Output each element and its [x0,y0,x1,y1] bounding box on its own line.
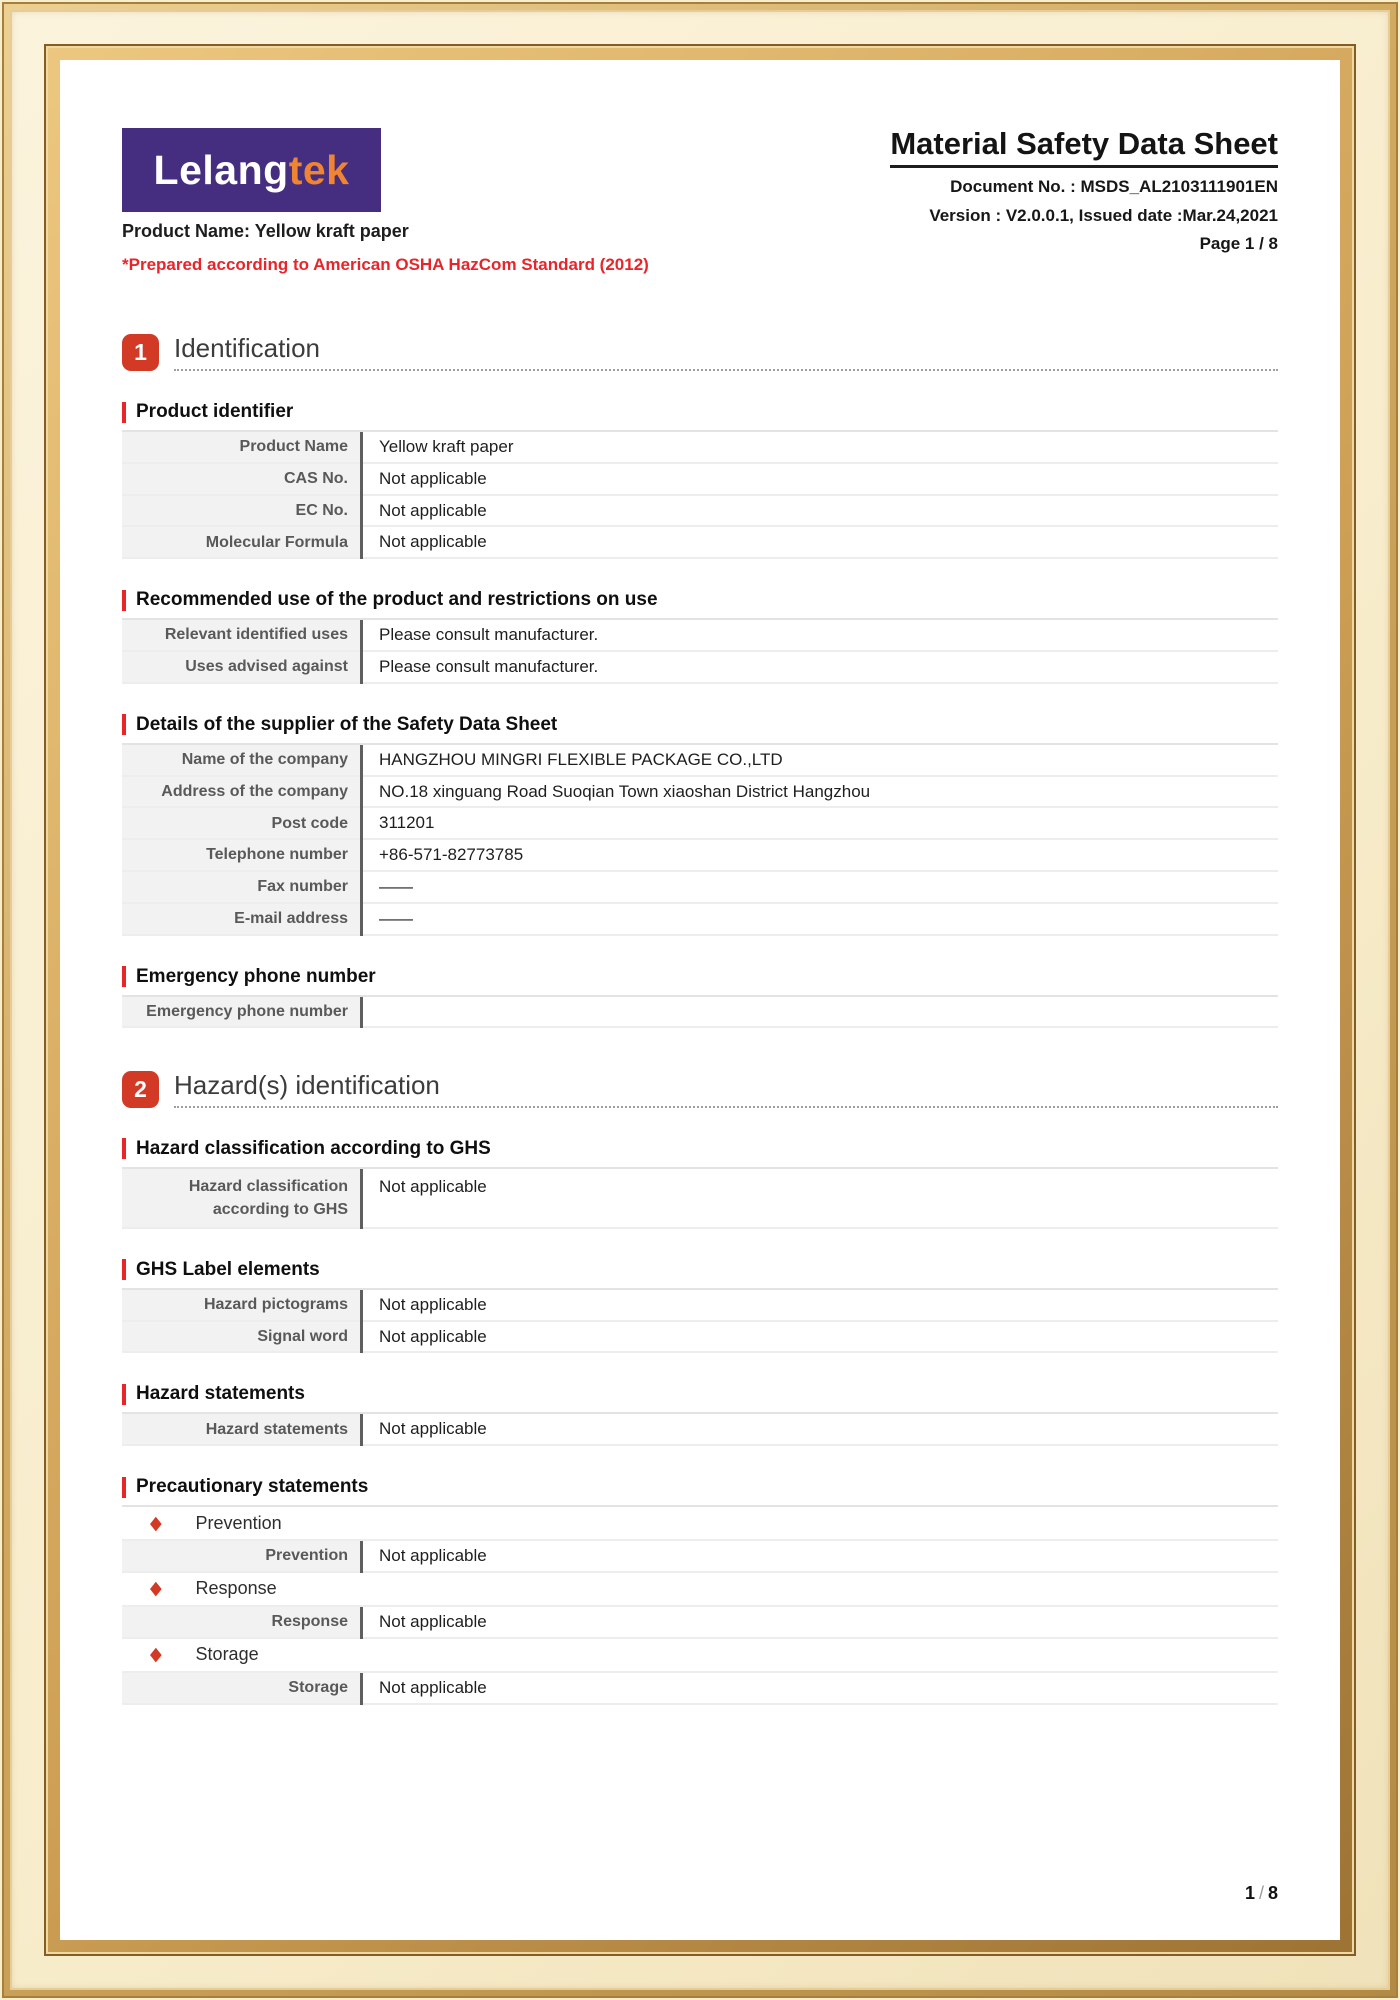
table-row [122,808,1278,840]
data-table [122,1414,1278,1446]
data-table [122,432,1278,559]
table-row [122,777,1278,809]
row-value: Please consult manufacturer. [379,656,599,676]
row-label: Hazard pictograms [122,1290,360,1320]
page-separator: / [1258,1883,1264,1903]
row-value: Not applicable [379,1546,487,1566]
table-row [122,652,1278,684]
row-value: Not applicable [379,1176,487,1196]
logo-text-secondary: tek [288,146,350,193]
row-value: Not applicable [379,1419,487,1439]
bullet-label: Prevention [195,1512,282,1533]
row-value: Please consult manufacturer. [379,625,599,645]
row-label: CAS No. [122,464,360,494]
table-row [122,1541,1278,1573]
row-label: Post code [122,808,360,838]
row-value: Yellow kraft paper [379,437,514,456]
prepared-note: *Prepared according to American OSHA HazCom Standard (2012) [122,255,649,274]
table-row [122,1322,1278,1354]
table-row [122,464,1278,496]
red-bar-icon [122,1259,126,1280]
subsection-title: Emergency phone number [136,965,376,987]
row-label: EC No. [122,496,360,526]
section-number-badge: 1 [122,334,159,371]
table-row [122,496,1278,528]
section-identification [122,333,1278,1028]
subsection-precautionary-statements [122,1476,1278,1704]
row-value: HANGZHOU MINGRI FLEXIBLE PACKAGE CO.,LTD [379,749,783,769]
bullet-row-prevention [122,1507,1278,1541]
row-label: Telephone number [122,840,360,870]
data-table [122,1607,1278,1639]
row-value: Not applicable [379,1677,487,1697]
row-value: 311201 [379,813,435,833]
msds-page [60,60,1340,1940]
bullet-label: Response [195,1578,277,1599]
row-label: Molecular Formula [122,527,360,557]
subsection-title: Product identifier [136,401,294,422]
subsection-header [122,1138,1278,1169]
subsection-header [122,714,1278,745]
subsection-hazard-statements [122,1383,1278,1446]
table-row [122,1169,1278,1229]
red-bar-icon [122,1477,126,1498]
row-value [360,997,1278,1026]
section-number-badge: 2 [122,1071,159,1108]
subsection-title: Details of the supplier of the Safety Data Sheet [136,713,558,735]
subsection-header [122,1259,1278,1290]
subsection-title: Hazard classification according to GHS [136,1137,491,1159]
row-label: Signal word [122,1322,360,1352]
row-value: —— [379,876,413,896]
row-value: +86-571-82773785 [379,845,524,865]
document-page: Page 1 / 8 [1199,234,1278,253]
row-label: Prevention [122,1541,360,1571]
section-title: Identification [174,333,320,363]
data-table [122,745,1278,936]
data-table [122,1673,1278,1705]
row-label: Hazard statements [122,1414,360,1444]
subsection-hazard-classification [122,1138,1278,1229]
diamond-bullet-icon: ◆ [150,1644,162,1666]
row-label: Product Name [122,432,360,462]
red-bar-icon [122,1384,126,1405]
subsection-supplier-details [122,714,1278,936]
bullet-row-storage [122,1639,1278,1673]
subsection-header [122,966,1278,997]
table-row [122,872,1278,904]
table-row [122,904,1278,936]
subsection-recommended-use [122,589,1278,684]
table-row [122,432,1278,464]
red-bar-icon [122,590,126,611]
table-row [122,527,1278,559]
row-label: Name of the company [122,745,360,775]
data-table [122,1541,1278,1573]
subsection-title: Precautionary statements [136,1476,369,1498]
subsection-header [122,1383,1278,1414]
table-row [122,1290,1278,1322]
row-label: Response [122,1607,360,1637]
subsection-title: Hazard statements [136,1383,305,1405]
row-value: Not applicable [379,1611,487,1631]
product-name-label: Product Name: Yellow kraft paper [122,221,409,241]
header-right [890,124,1278,254]
page-header [122,124,1278,275]
table-row [122,840,1278,872]
row-value: NO.18 xinguang Road Suoqian Town xiaoshan District Hangzhou [379,781,871,801]
subsection-header [122,1476,1278,1507]
data-table [122,1290,1278,1354]
row-label: Emergency phone number [122,997,360,1026]
section-header [122,333,1278,371]
table-row [122,745,1278,777]
header-left [122,124,649,275]
gold-frame-band [10,10,1390,1990]
red-bar-icon [122,1138,126,1159]
page-total: 8 [1267,1883,1278,1903]
row-label: Storage [122,1673,360,1703]
subsection-title: GHS Label elements [136,1258,320,1280]
bullet-row-response [122,1573,1278,1607]
page-current: 1 [1244,1883,1255,1903]
diamond-bullet-icon: ◆ [150,1578,162,1600]
table-row [122,620,1278,652]
table-row [122,1414,1278,1446]
data-table [122,997,1278,1028]
row-label: Hazard classification according to GHS [122,1169,360,1227]
document-number: Document No. : MSDS_AL2103111901EN [950,177,1278,196]
red-bar-icon [122,966,126,987]
company-logo [122,128,381,212]
diamond-bullet-icon: ◆ [150,1512,162,1534]
logo-text-primary: Lelang [153,146,289,193]
row-value: —— [379,908,413,928]
row-label: Address of the company [122,777,360,807]
section-hazard-identification [122,1070,1278,1705]
red-bar-icon [122,714,126,735]
section-title: Hazard(s) identification [174,1069,440,1100]
subsection-ghs-label-elements [122,1259,1278,1354]
subsection-product-identifier [122,401,1278,559]
red-bar-icon [122,402,126,423]
gold-frame-trim [44,44,1356,1956]
table-row [122,1607,1278,1639]
data-table [122,1169,1278,1229]
table-row [122,997,1278,1028]
subsection-title: Recommended use of the product and restrictions on use [136,589,658,611]
row-value: Not applicable [379,532,487,552]
page-number-footer [1245,1883,1278,1904]
row-value: Not applicable [379,1326,487,1346]
row-label: Uses advised against [122,652,360,682]
document-title: Material Safety Data Sheet [890,126,1278,168]
document-version: Version : V2.0.0.1, Issued date :Mar.24,2021 [929,206,1278,225]
data-table [122,620,1278,684]
row-value: Not applicable [379,468,487,488]
row-label: Relevant identified uses [122,620,360,650]
row-label: E-mail address [122,904,360,934]
section-title-wrap [174,1070,1278,1108]
section-title-wrap [174,333,1278,371]
subsection-emergency-phone [122,966,1278,1028]
subsection-header [122,401,1278,432]
subsection-header [122,589,1278,620]
bullet-label: Storage [195,1644,259,1665]
row-label: Fax number [122,872,360,902]
section-header [122,1070,1278,1108]
row-value: Not applicable [379,1294,487,1314]
row-value: Not applicable [379,500,487,520]
table-row [122,1673,1278,1705]
